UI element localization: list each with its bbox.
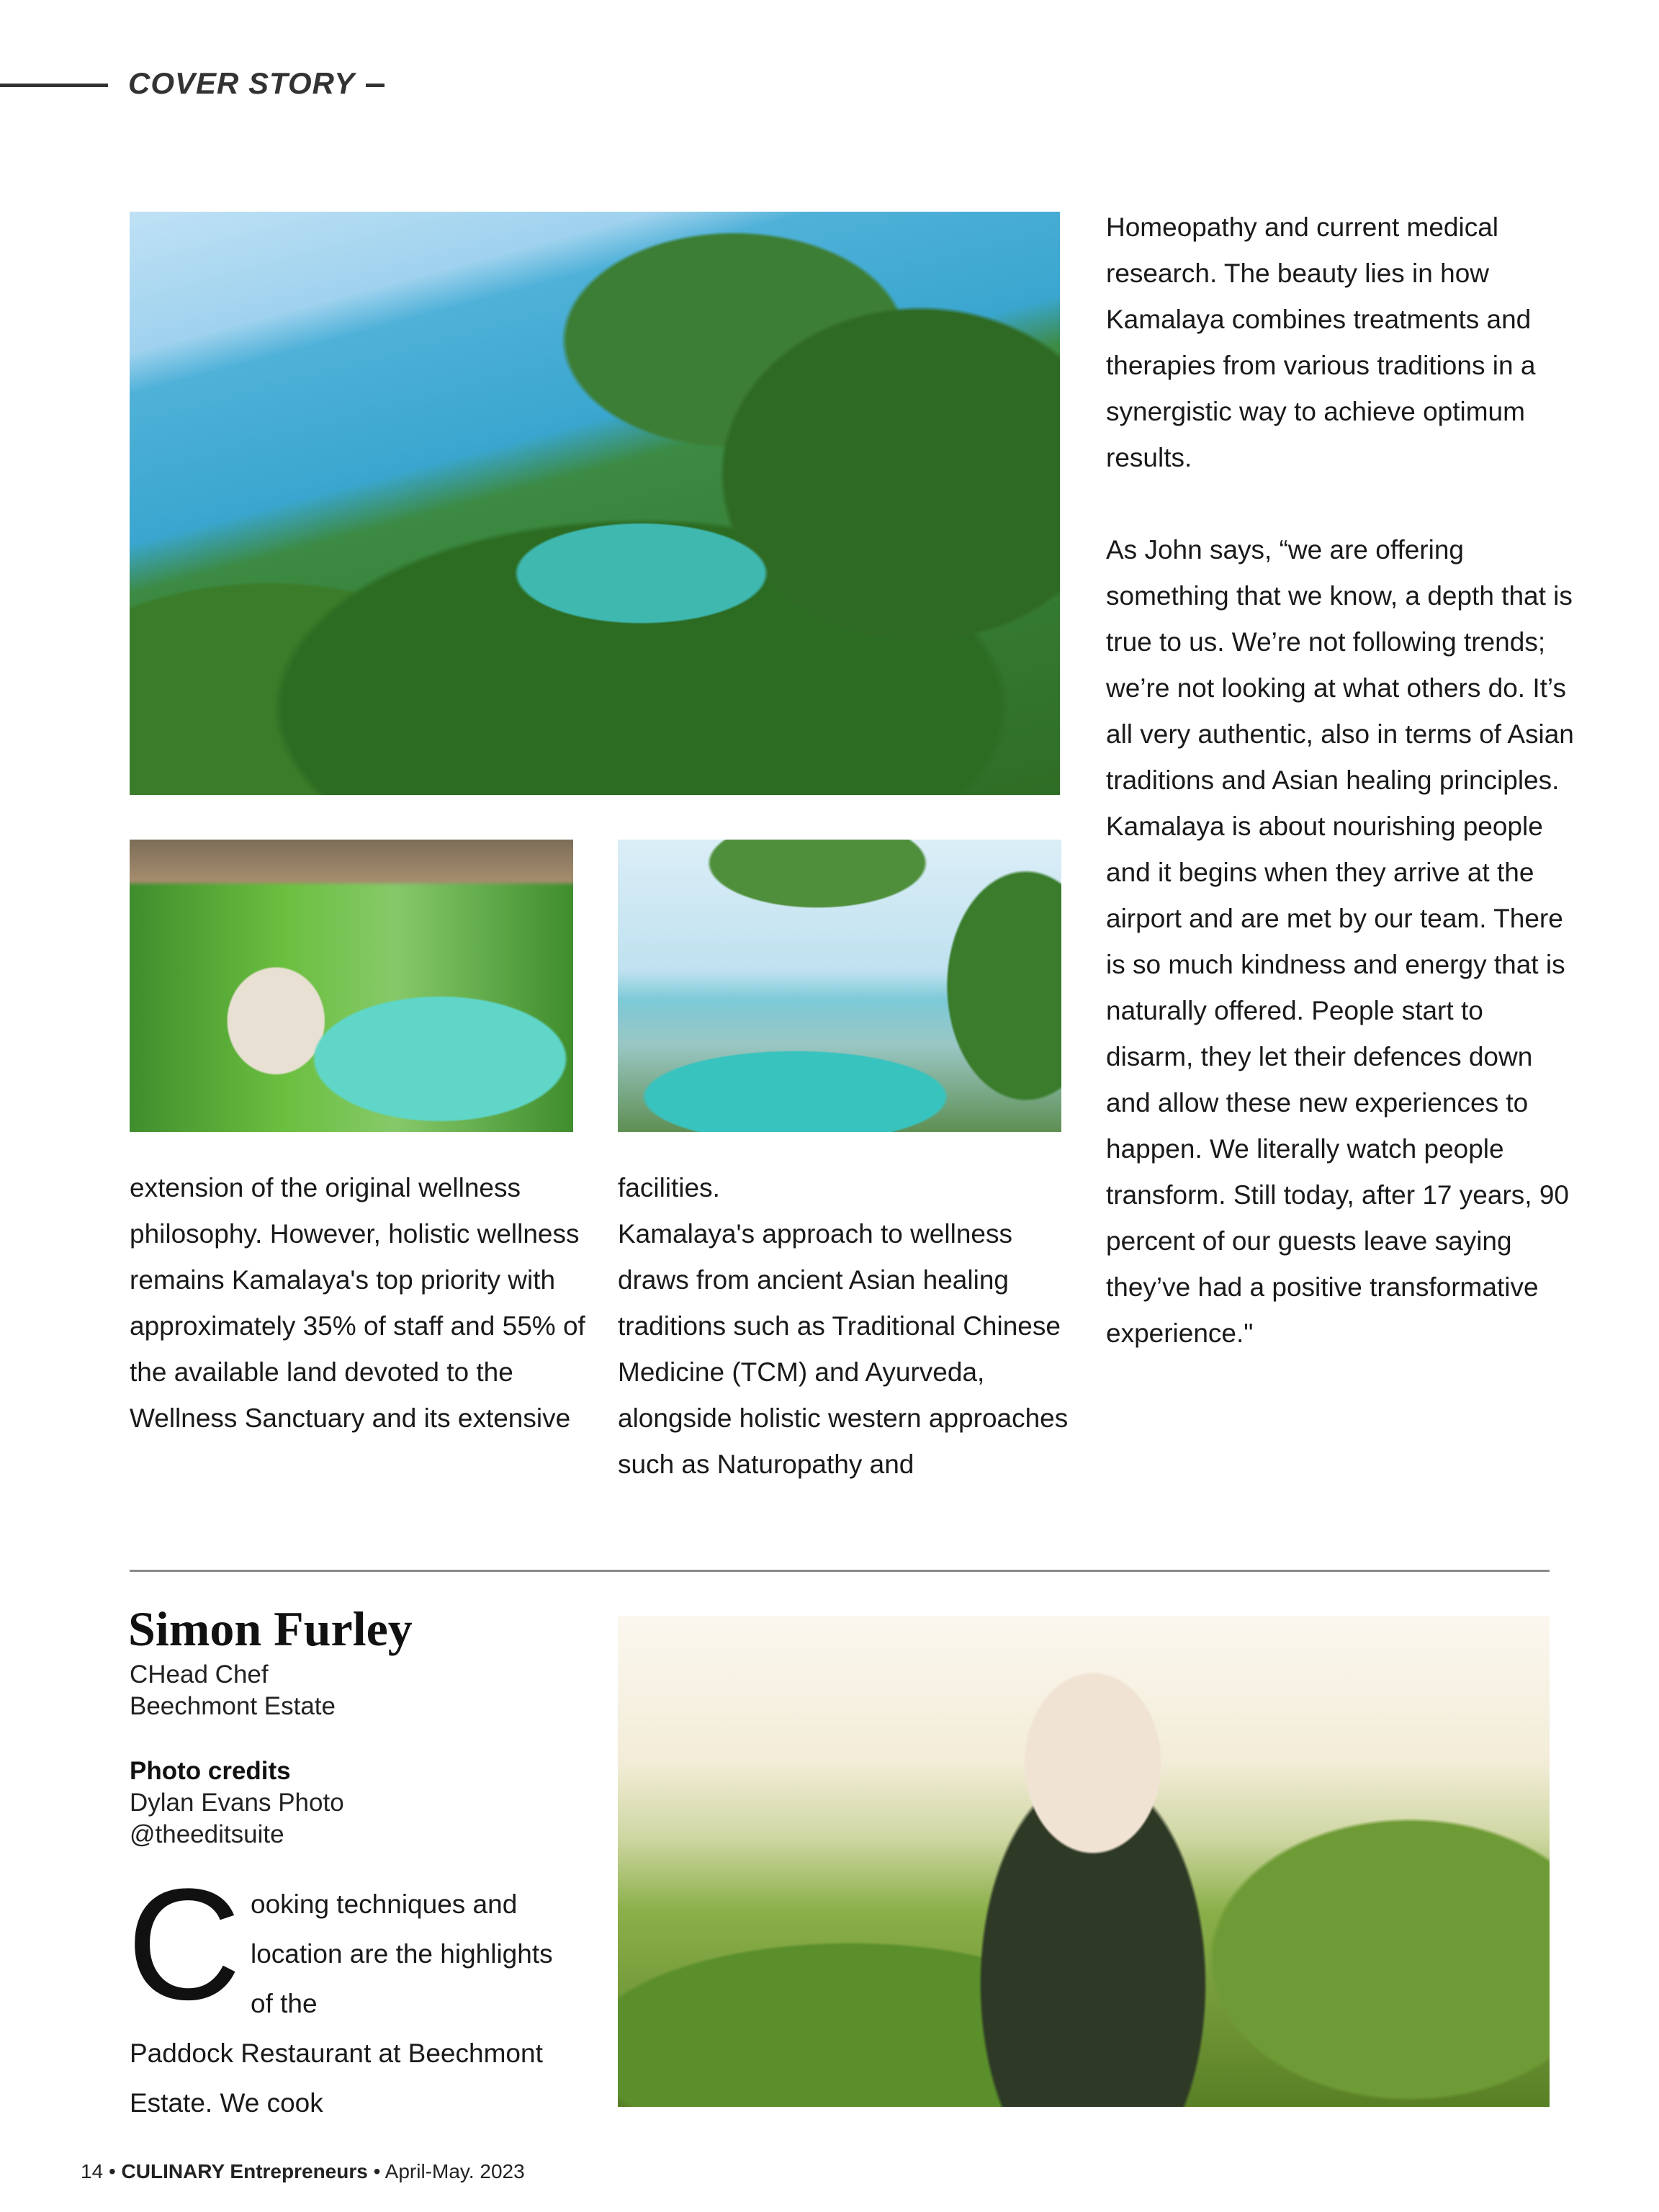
middle-paragraph: Kamalaya's approach to wellness draws from ancient Asian healing traditions such as Traditional Chinese Medicine (TCM) and Ayurveda, alongside holistic western approaches such as Naturopathy and [618, 1219, 1069, 1479]
page-number: 14 [81, 2160, 104, 2182]
footer-separator: • [108, 2160, 116, 2182]
chef-portrait-photo [618, 1616, 1550, 2107]
right-paragraph-1: Homeopathy and current medical research. The beauty lies in how Kamalaya combines treatments and therapies from various traditions in a synergistic way to achieve optimum results. [1106, 212, 1536, 472]
hilltop-pool-photo [618, 840, 1061, 1132]
profile-name: Simon Furley [128, 1601, 413, 1656]
profile-venue: Beechmont Estate [130, 1692, 336, 1720]
section-title: COVER STORY [128, 66, 356, 100]
profile-role [130, 1659, 336, 1722]
drop-cap: C [127, 1856, 241, 2033]
resort-aerial-photo [130, 212, 1060, 795]
footer-separator: • [373, 2160, 381, 2182]
issue-date: April-May. 2023 [385, 2160, 525, 2182]
middle-column-text [618, 1165, 1079, 1488]
middle-line-1: facilities. [618, 1173, 720, 1202]
left-paragraph: extension of the original wellness philosophy. However, holistic wellness remains Kamalaya's top priority with approximately 35% of staff and 55% of the available land devoted to the Wellness Sanctuary and its extensive [130, 1173, 585, 1433]
page-footer [81, 2160, 525, 2183]
photo-credits-heading: Photo credits [130, 1757, 291, 1785]
left-column-text [130, 1165, 590, 1442]
lead-text-rest: Paddock Restaurant at Beechmont Estate. We cook [130, 2038, 543, 2118]
right-paragraph-2: As John says, “we are offering something that we know, a depth that is true to us. We’re not following trends; we’re not looking at what others do. It’s all very authentic, also in terms of Asian traditions and Asian healing principles. Kamalaya is about nourishing people and it begins when they arrive at the airport and are met by our team. There is so much kindness and energy that is naturally offered. People start to disarm, they let their defences down and allow these new experiences to happen. We literally watch people transform. Still today, after 17 years, 90 percent of our guests leave saying they’ve had a positive transformative experience." [1106, 535, 1574, 1348]
section-divider [130, 1570, 1550, 1572]
profile-title: CHead Chef [130, 1660, 269, 1689]
poolside-dining-photo [130, 840, 573, 1132]
header-rule-dash [366, 84, 385, 87]
photo-credit-line-1: Dylan Evans Photo [130, 1789, 344, 1817]
right-column-text [1106, 204, 1574, 1357]
photo-credits [130, 1787, 344, 1851]
lead-text-first: ooking techniques and location are the highlights of the [251, 1889, 553, 2018]
header-rule-left [0, 84, 108, 87]
photo-credit-line-2: @theeditsuite [130, 1820, 284, 1848]
magazine-name: CULINARY Entrepreneurs [121, 2160, 368, 2182]
